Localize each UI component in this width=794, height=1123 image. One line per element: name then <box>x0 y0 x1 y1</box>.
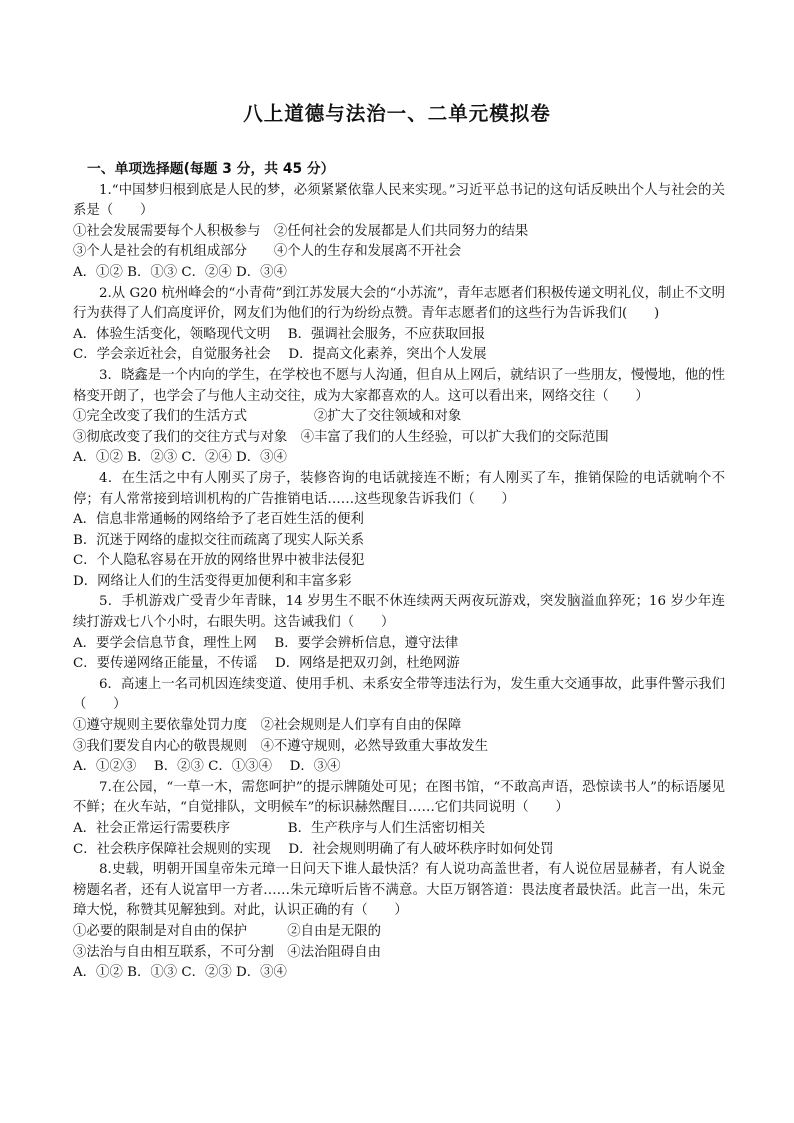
option-line: ①必要的限制是对自由的保护 ②自由是无限的 <box>73 923 381 939</box>
answer-choices: A．①② B．①③ C．②③ D．③④ <box>73 965 287 981</box>
option-line: ①遵守规则主要依靠处罚力度 ②社会规则是人们享有自由的保障 <box>73 718 462 734</box>
option-line: D．网络让人们的生活变得更加便利和丰富多彩 <box>73 573 352 589</box>
question-8 <box>73 860 725 984</box>
answer-choices: A．①② B．②③ C．②④ D．③④ <box>73 450 287 466</box>
option-line: ③我们要发自内心的敬畏规则 ④不遵守规则，必然导致重大事故发生 <box>73 738 489 754</box>
option-line: C．要传递网络正能量，不传谣 D．网络是把双刃剑，杜绝网游 <box>73 656 460 672</box>
question-stem: 2.从 G20 杭州峰会的“小青荷”到江苏发展大会的“小苏流”，青年志愿者们积极传递文明礼仪，制止不文明行为获得了人们高度评价，网友们为他们的行为纷纷点赞。青年志愿者们的这些行为告诉我们( ) <box>73 285 725 322</box>
option-line: A．体验生活变化，领略现代文明 B．强调社会服务，不应获取回报 <box>73 326 486 342</box>
question-stem: 3．晓鑫是一个内向的学生，在学校也不愿与人沟通，但自从上网后，就结识了一些朋友，慢慢地，他的性格变开朗了，也学会了与他人主动交往，成为大家都喜欢的人。这可以看出来，网络交往（ ） <box>73 367 725 404</box>
exam-title: 八上道德与法治一、二单元模拟卷 <box>243 102 551 125</box>
question-6 <box>73 675 725 778</box>
option-line: C．社会秩序保障社会规则的实现 D．社会规则明确了有人破坏秩序时如何处罚 <box>73 841 554 857</box>
question-4 <box>73 469 725 593</box>
question-stem: 8.史载，明朝开国皇帝朱元璋一日问天下谁人最快活？有人说功高盖世者，有人说位居显赫者，有人说金榜题名者，还有人说富甲一方者……朱元璋听后皆不满意。大臣万钢答道：畏法度者最快活。此言一出，朱元璋大悦，称赞其见解独到。对此，认识正确的有（ ） <box>73 862 725 919</box>
question-5 <box>73 592 725 674</box>
option-line: C．学会亲近社会，自觉服务社会 D．提高文化素养，突出个人发展 <box>73 347 487 363</box>
option-line: B．沉迷于网络的虚拟交往而疏离了现实人际关系 <box>73 532 365 548</box>
option-line: ③个人是社会的有机组成部分 ④个人的生存和发展离不开社会 <box>73 244 462 260</box>
option-line: A．要学会信息节食，理性上网 B．要学会辨析信息，遵守法律 <box>73 635 459 651</box>
option-line: A．社会正常运行需要秩序 B．生产秩序与人们生活密切相关 <box>73 821 486 836</box>
question-stem: 1.“中国梦归根到底是人民的梦，必须紧紧依靠人民来实现。”习近平总书记的这句话反映出个人与社会的关系是（ ） <box>73 182 725 219</box>
exam-content <box>73 159 725 984</box>
answer-choices: A．①② B．①③ C．②④ D．③④ <box>73 264 287 280</box>
question-stem: 4．在生活之中有人刚买了房子，装修咨询的电话就接连不断；有人刚买了车，推销保险的电话就响个不停；有人常常接到培训机构的广告推销电话……这些现象告诉我们（ ） <box>73 470 725 507</box>
option-line: C．个人隐私容易在开放的网络世界中被非法侵犯 <box>73 553 365 569</box>
option-line: ③彻底改变了我们的交往方式与对象 ④丰富了我们的人生经验，可以扩大我们的交际范围 <box>73 429 609 445</box>
question-7 <box>73 778 725 860</box>
question-stem: 7.在公园，“一草一木，需您呵护”的提示牌随处可见；在图书馆，“不敢高声语，恐惊读书人”的标语屡见不鲜；在火车站，“自觉排队，文明候车”的标识赫然醒目……它们共同说明（ ） <box>73 779 725 816</box>
option-line: ①完全改变了我们的生活方式 ②扩大了交往领域和对象 <box>73 409 462 425</box>
question-stem: 6．高速上一名司机因连续变道、使用手机、未系安全带等违法行为，发生重大交通事故，此事件警示我们（ ） <box>73 676 725 713</box>
option-line: ③法治与自由相互联系，不可分割 ④法治阻碍自由 <box>73 944 381 960</box>
option-line: A．信息非常通畅的网络给予了老百姓生活的便利 <box>73 512 364 528</box>
question-stem: 5．手机游戏广受青少年青睐，14 岁男生不眠不休连续两天两夜玩游戏，突发脑溢血猝死；16 岁少年连续打游戏七八个小时，右眼失明。这告诫我们（ ） <box>73 594 725 631</box>
option-line: ①社会发展需要每个人积极参与 ②任何社会的发展都是人们共同努力的结果 <box>73 223 529 239</box>
section-heading: 一、单项选择题(每题 3 分，共 45 分） <box>87 161 335 177</box>
question-3 <box>73 366 725 469</box>
question-1 <box>73 181 725 284</box>
question-2 <box>73 284 725 366</box>
answer-choices: A．①②③ B．②③ C．①③④ D．③④ <box>73 759 341 775</box>
